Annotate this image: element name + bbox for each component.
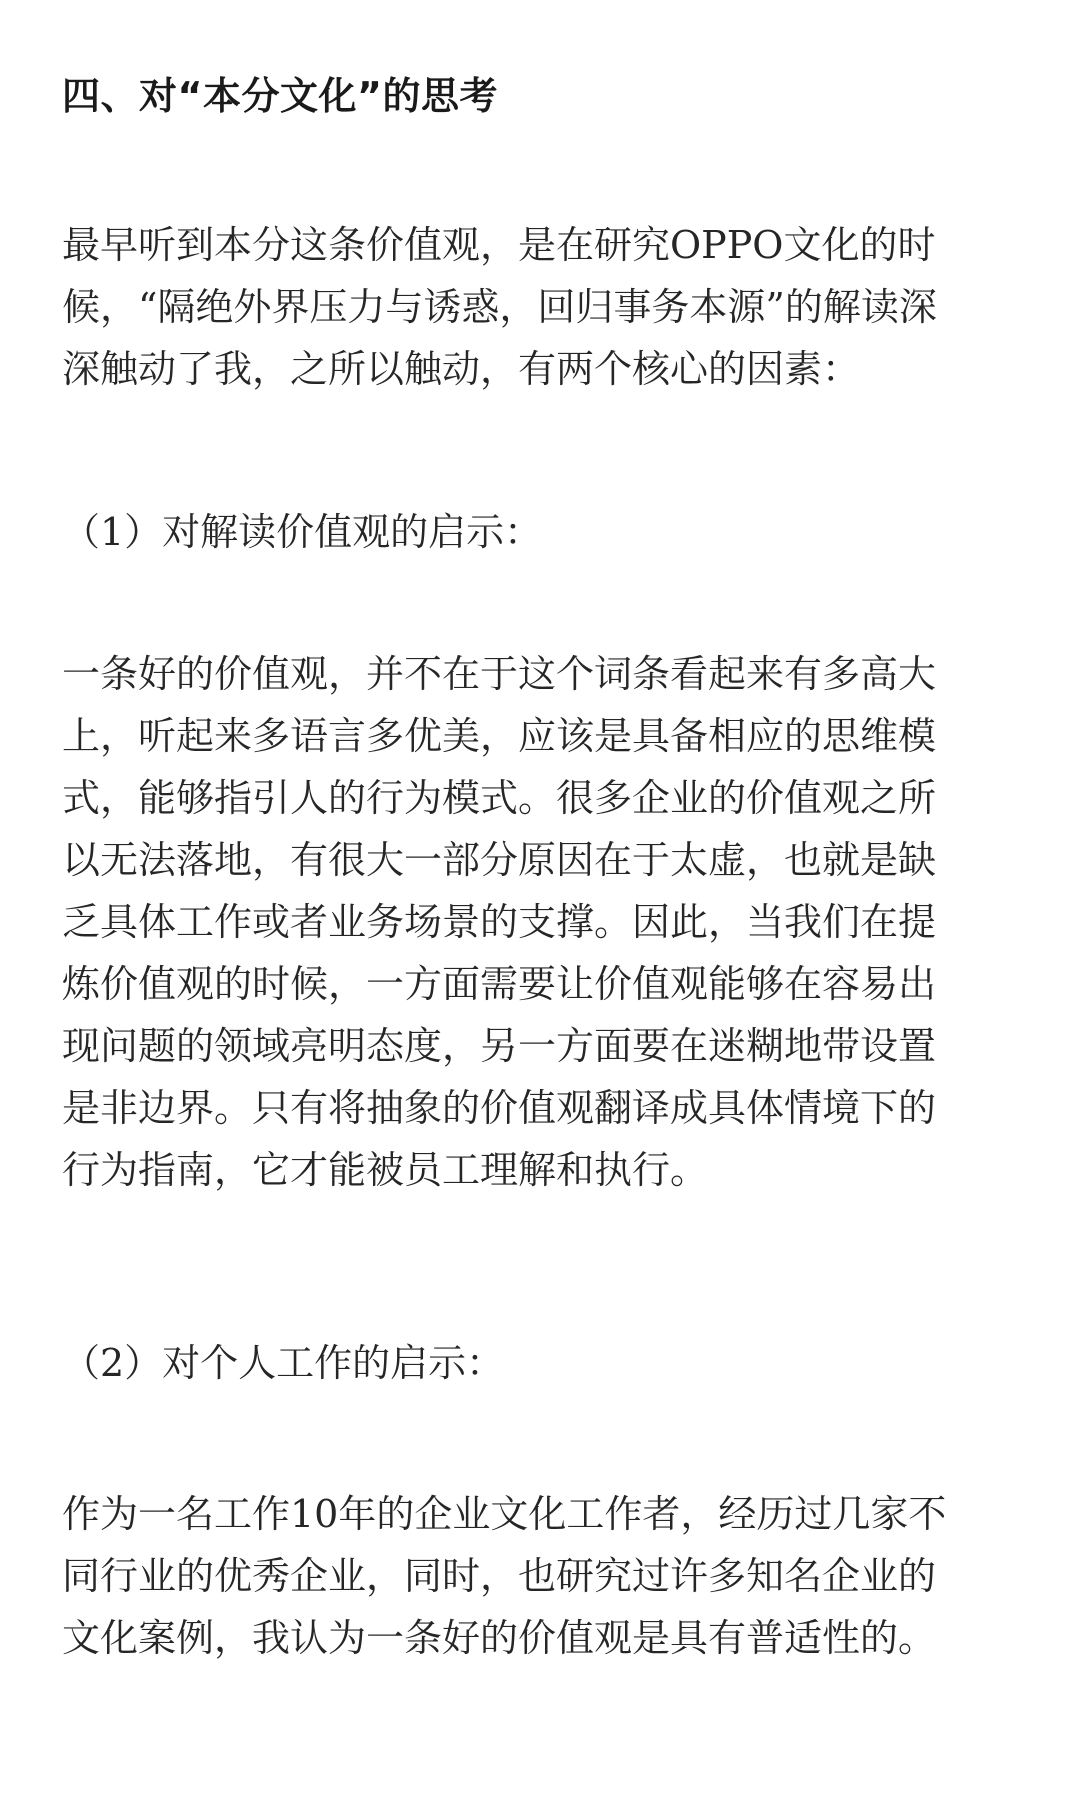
paragraph-line: 作为一名工作10年的企业文化工作者，经历过几家不 (62, 1492, 947, 1536)
paragraph-values-insight (62, 643, 1022, 1201)
paragraph-line: 上，听起来多语言多优美，应该是具备相应的思维模 (62, 714, 937, 758)
paragraph-line: 式，能够指引人的行为模式。很多企业的价值观之所 (62, 776, 937, 820)
paragraph-line: 现问题的领域亮明态度，另一方面要在迷糊地带设置 (62, 1024, 937, 1068)
paragraph-intro (62, 214, 1022, 400)
paragraph-line: 候，“隔绝外界压力与诱惑，回归事务本源”的解读深 (62, 285, 937, 329)
paragraph-personal-insight (62, 1483, 1022, 1669)
paragraph-line: 乏具体工作或者业务场景的支撑。因此，当我们在提 (62, 900, 937, 944)
section-heading: 四、对“本分文化”的思考 (62, 74, 498, 118)
paragraph-line: 同行业的优秀企业，同时，也研究过许多知名企业的 (62, 1554, 937, 1598)
paragraph-line: 最早听到本分这条价值观，是在研究OPPO文化的时 (62, 223, 936, 267)
subheading-personal-insight: （2）对个人工作的启示： (62, 1341, 505, 1385)
paragraph-line: 深触动了我，之所以触动，有两个核心的因素： (62, 347, 861, 391)
paragraph-line: 以无法落地，有很大一部分原因在于太虚，也就是缺 (62, 838, 937, 882)
paragraph-line: 炼价值观的时候，一方面需要让价值观能够在容易出 (62, 962, 937, 1006)
subheading-values-insight: （1）对解读价值观的启示： (62, 510, 543, 554)
paragraph-line: 是非边界。只有将抽象的价值观翻译成具体情境下的 (62, 1086, 937, 1130)
paragraph-line: 一条好的价值观，并不在于这个词条看起来有多高大 (62, 652, 937, 696)
paragraph-line: 行为指南，它才能被员工理解和执行。 (62, 1148, 709, 1192)
paragraph-line: 文化案例，我认为一条好的价值观是具有普适性的。 (62, 1616, 937, 1660)
